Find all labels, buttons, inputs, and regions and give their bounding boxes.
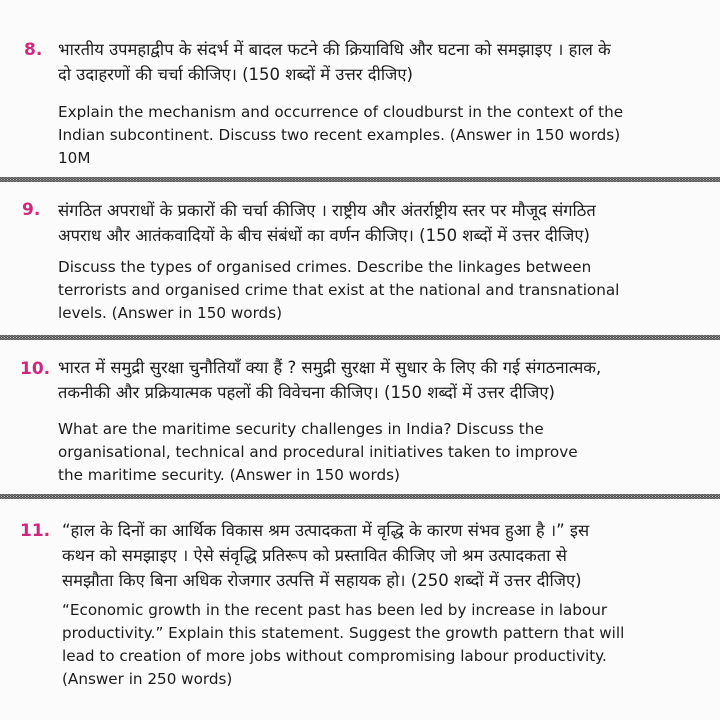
question-number: 8. — [24, 40, 43, 60]
dotted-separator — [0, 177, 720, 182]
question-number: 11. — [20, 521, 51, 541]
question-english-text: Discuss the types of organised crimes. Describe the linkages between terrorists and organised crime that exist at the national and transnational levels. (Answer in 150 words) — [58, 258, 620, 322]
dotted-separator — [0, 494, 720, 499]
question-english-text: What are the maritime security challenges in India? Discuss the organisational, technical and procedural initiatives taken to improve the maritime security. (Answer in 150 words) — [58, 420, 578, 484]
question-hindi-text: भारतीय उपमहाद्वीप के संदर्भ में बादल फटने की क्रियाविधि और घटना को समझाइए । हाल के दो उदाहरणों की चर्चा कीजिए। (150 शब्दों में उत्तर दीजिए) — [58, 40, 611, 84]
question-hindi-text: भारत में समुद्री सुरक्षा चुनौतियाँ क्या हैं ? समुद्री सुरक्षा में सुधार के लिए की गई संगठनात्मक, तकनीकी और प्रक्रियात्मक पहलों की विवेचना कीजिए। (150 शब्दों में उत्तर दीजिए) — [58, 358, 602, 402]
question-hindi-text: संगठित अपराधों के प्रकारों की चर्चा कीजिए । राष्ट्रीय और अंतर्राष्ट्रीय स्तर पर मौजूद संगठित अपराध और आतंकवादियों के बीच संबंधों का वर्णन कीजिए। (150 शब्दों में उत्तर दीजिए) — [58, 201, 596, 245]
question-number: 9. — [22, 200, 41, 220]
question-english-text: Explain the mechanism and occurrence of cloudburst in the context of the Indian subcontinent. Discuss two recent examples. (Answer in 150 words) 10M — [58, 103, 624, 167]
question-number: 10. — [20, 359, 51, 379]
dotted-separator — [0, 335, 720, 340]
question-hindi-text: “हाल के दिनों का आर्थिक विकास श्रम उत्पादकता में वृद्धि के कारण संभव हुआ है ।” इस कथन को समझाइए । ऐसे संवृद्धि प्रतिरूप को प्रस्तावित कीजिए जो श्रम उत्पादकता से समझौता किए बिना अधिक रोजगार उत्पत्ति में सहायक हो। (250 शब्दों में उत्तर दीजिए) — [62, 521, 590, 590]
question-english-text: “Economic growth in the recent past has been led by increase in labour productivity.” Explain this statement. Suggest the growth pattern that will lead to creation of more jobs without compromising labour productivity. (Answer in 250 words) — [62, 601, 625, 688]
